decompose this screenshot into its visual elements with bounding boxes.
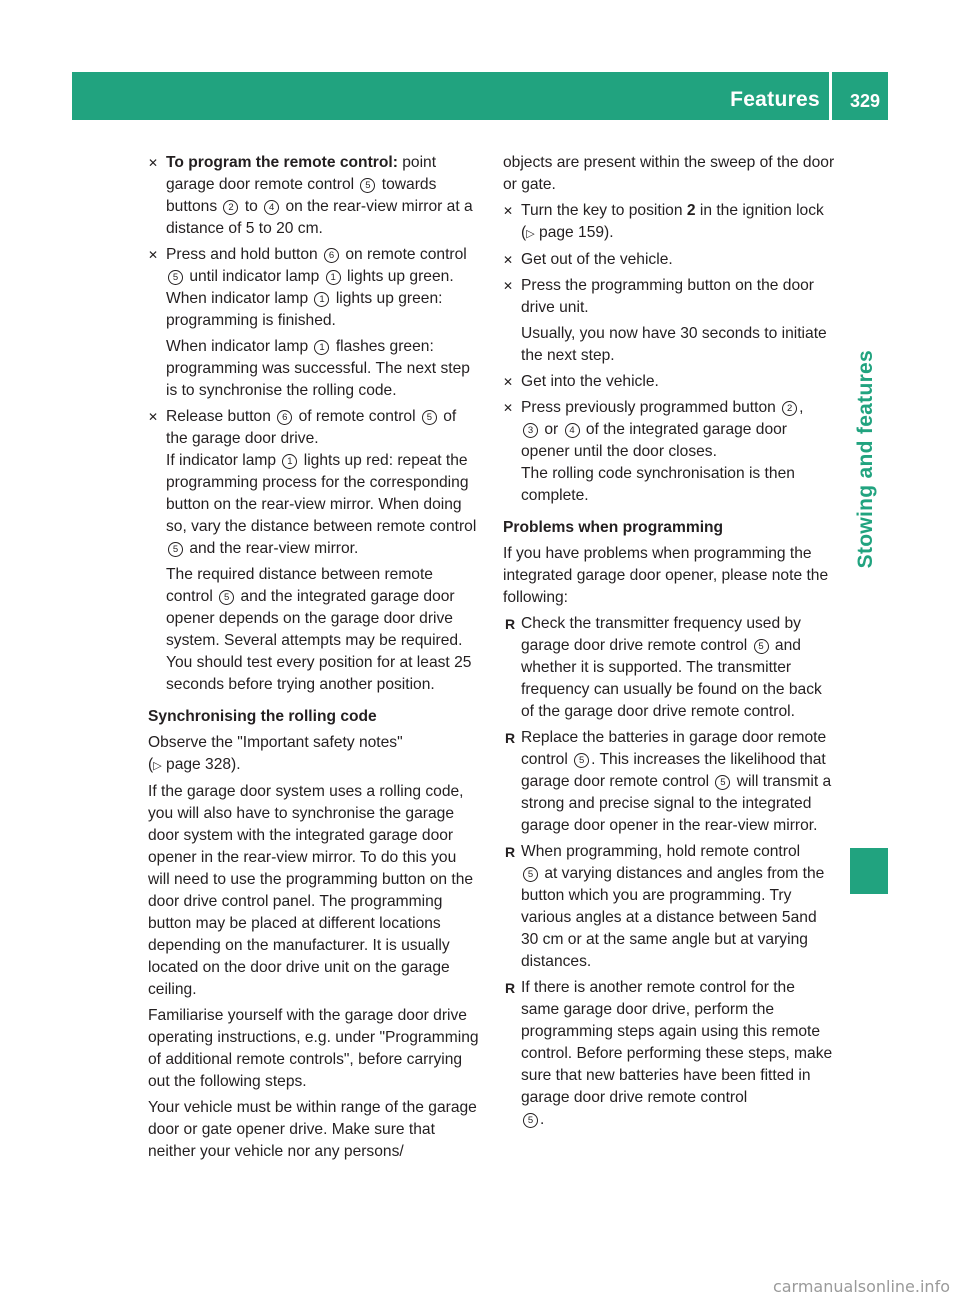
bullet-icon: R: [505, 730, 516, 746]
chapter-label-text: Stowing and features: [854, 350, 877, 569]
paragraph-familiarise: Familiarise yourself with the garage door drive operating instructions, e.g. under "Programming of additional remote controls", before carrying out the following steps.: [148, 1007, 479, 1090]
callout-5: 5: [754, 639, 769, 654]
step-arrow-icon: ✕: [503, 279, 514, 293]
step-release-button: ✕ Release button 6 of remote control 5 of the garage door drive. If indicator lamp 1 lights up red: repeat the programming process for the corresponding button on the rear-view mirror. When doing so, vary the distance between remote control 5 and the rear-view mirror.: [148, 408, 477, 557]
bullet-vary-distance: R When programming, hold remote control 5 at varying distances and angles from the button which you are programming. Try various angles at a distance between 5and 30 cm or at the same angle but at varying distances.: [505, 843, 825, 970]
step-press-hold-note: When indicator lamp 1 flashes green: programming was successful. The next step is to synchronise the rolling code.: [166, 338, 470, 399]
paragraph-sweep: objects are present within the sweep of the door or gate.: [503, 154, 835, 193]
heading-synchronising: Synchronising the rolling code: [148, 708, 377, 725]
step-arrow-icon: ✕: [503, 204, 514, 218]
bullet-icon: R: [505, 844, 516, 860]
step-30-seconds-note: Usually, you now have 30 seconds to initiate the next step.: [521, 325, 827, 364]
section-title: Features: [730, 88, 820, 111]
step-get-out: ✕ Get out of the vehicle.: [503, 249, 835, 271]
callout-1: 1: [326, 270, 341, 285]
left-column: [148, 152, 480, 1167]
step-press-programmed: ✕ Press previously programmed button 2 , 3 or 4 of the integrated garage door opener until the door closes. The rolling code synchronisation is then complete.: [503, 399, 804, 504]
page-ref-link[interactable]: page 159).: [539, 224, 614, 241]
callout-5: 5: [422, 410, 437, 425]
callout-4: 4: [565, 423, 580, 438]
heading-problems: Problems when programming: [503, 519, 724, 536]
step-arrow-icon: ✕: [503, 401, 514, 415]
step-press-hold: ✕ Press and hold button 6 on remote control 5 until indicator lamp 1 lights up green. When indicator lamp 1 lights up green: programming is finished.: [148, 246, 467, 329]
callout-5: 5: [168, 270, 183, 285]
paragraph-problems-intro: If you have problems when programming the integrated garage door opener, please note the following:: [503, 545, 829, 606]
step-arrow-icon: ✕: [503, 375, 514, 389]
callout-5: 5: [219, 590, 234, 605]
bullet-check-frequency: R Check the transmitter frequency used by garage door drive remote control 5 and whether it is supported. The transmitter frequency can usually be found on the back of the garage door drive remote control.: [505, 615, 822, 720]
step-arrow-icon: ✕: [503, 253, 514, 267]
callout-2: 2: [782, 401, 797, 416]
paragraph-rolling-code: If the garage door system uses a rolling code, you will also have to synchronise the garage door system with the integrated garage door opener in the rear-view mirror. To do this you will need to use the programming button on the door drive control panel. The programming button may be placed at different locations depending on the manufacturer. It is usually located on the door drive unit on the garage ceiling.: [148, 783, 474, 998]
chapter-tab: [850, 848, 888, 894]
page-number: 329: [849, 91, 880, 111]
page-ref-arrow-icon: ▷: [153, 760, 162, 772]
header-separator: [829, 72, 832, 120]
callout-5: 5: [168, 542, 183, 557]
step-turn-key: ✕ Turn the key to position 2 in the ignition lock (▷ page 159).: [503, 202, 824, 241]
step-arrow-icon: ✕: [148, 410, 159, 424]
callout-3: 3: [523, 423, 538, 438]
page-ref-link[interactable]: page 328).: [166, 756, 241, 773]
callout-4: 4: [264, 200, 279, 215]
callout-6: 6: [324, 248, 339, 263]
callout-2: 2: [223, 200, 238, 215]
bullet-replace-batteries: R Replace the batteries in garage door remote control 5 . This increases the likelihood that garage door remote control 5 will transmit a strong and precise signal to the integrated garage door opener in the rear-view mirror.: [505, 729, 832, 834]
callout-5: 5: [715, 775, 730, 790]
bullet-another-remote: R If there is another remote control for the same garage door drive, perform the programming steps again using this remote control. Before performing these steps, make sure that new batteries have been fitted in garage door drive remote control 5 .: [505, 979, 833, 1128]
callout-6: 6: [277, 410, 292, 425]
callout-5: 5: [360, 178, 375, 193]
right-column: [503, 152, 835, 1135]
callout-5: 5: [574, 753, 589, 768]
paragraph-safety-notes: Observe the "Important safety notes" (▷ page 328).: [148, 734, 403, 773]
bullet-icon: R: [505, 980, 516, 996]
callout-5: 5: [523, 867, 538, 882]
step-release-note: The required distance between remote control 5 and the integrated garage door opener depends on the garage door drive system. Several attempts may be required. You should test every position for at least 25 seconds before trying another position.: [166, 566, 472, 693]
callout-1: 1: [314, 292, 329, 307]
bullet-icon: R: [505, 616, 516, 632]
header-bar: [72, 72, 888, 120]
step-press-door-button: ✕ Press the programming button on the door drive unit.: [503, 277, 814, 316]
callout-5: 5: [523, 1113, 538, 1128]
callout-1: 1: [282, 454, 297, 469]
step-program-remote: ✕ To program the remote control: point garage door remote control 5 towards buttons 2 to 4 on the rear-view mirror at a distance of 5 to 20 cm.: [148, 154, 473, 237]
page-ref-arrow-icon: ▷: [526, 228, 535, 240]
step-arrow-icon: ✕: [148, 248, 159, 262]
side-chapter-label: [846, 140, 886, 660]
callout-1: 1: [314, 340, 329, 355]
step-arrow-icon: ✕: [148, 156, 159, 170]
paragraph-vehicle-range: Your vehicle must be within range of the garage door or gate opener drive. Make sure that neither your vehicle nor any persons/: [148, 1099, 477, 1160]
step-get-into: ✕ Get into the vehicle.: [503, 371, 835, 393]
watermark: carmanualsonline.info: [772, 1277, 950, 1296]
